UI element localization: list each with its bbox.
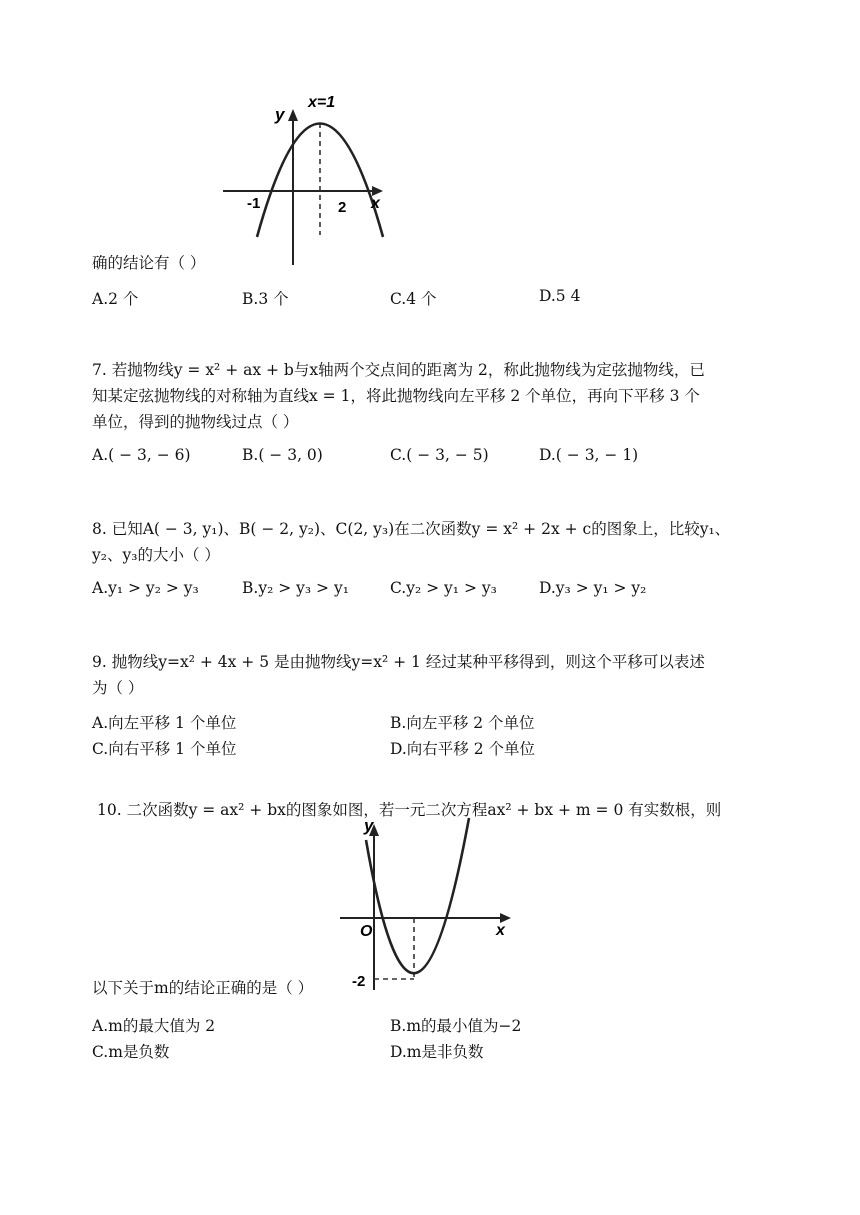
fig1-tick-2: 2 — [338, 199, 347, 216]
q9-option-c: C.向右平移 1 个单位 — [92, 740, 237, 758]
q7-line3: 单位，得到的抛物线过点（ ） — [92, 413, 299, 431]
q7-line2: 知某定弦抛物线的对称轴为直线x = 1，将此抛物线向左平移 2 个单位，再向下平移 3 个 — [92, 387, 700, 405]
q10-line1: 10. 二次函数y = ax² + bx的图象如图，若一元二次方程ax² + bx + m = 0 有实数根，则 — [97, 801, 722, 819]
q9-line2: 为（ ） — [92, 679, 144, 697]
q6-stem: 确的结论有（ ） — [92, 254, 206, 272]
q7-option-c: C.( − 3, − 5) — [390, 446, 489, 464]
q6-option-c: C.4 个 — [390, 290, 437, 308]
q9-line1: 9. 抛物线y=x² + 4x + 5 是由抛物线y=x² + 1 经过某种平移得到，则这个平移可以表述 — [92, 653, 705, 671]
q6-option-d: D.5 4 — [539, 287, 581, 305]
q7-option-b: B.( − 3, 0) — [242, 446, 323, 464]
q6-option-a: A.2 个 — [92, 290, 139, 308]
q10-option-a: A.m的最大值为 2 — [92, 1017, 216, 1035]
q10-line2: 以下关于m的结论正确的是（ ） — [92, 979, 314, 997]
q8-line2: y₂、y₃的大小（ ） — [92, 546, 220, 564]
q6-option-b: B.3 个 — [242, 290, 289, 308]
fig1-sym-label: x=1 — [308, 94, 336, 111]
q9-option-d: D.向右平移 2 个单位 — [390, 740, 536, 758]
q10-option-b: B.m的最小值为−2 — [390, 1017, 522, 1035]
q8-option-d: D.y₃ > y₁ > y₂ — [539, 579, 647, 597]
fig2-tick-neg2: -2 — [352, 973, 366, 990]
q9-option-b: B.向左平移 2 个单位 — [390, 714, 535, 732]
q9-option-a: A.向左平移 1 个单位 — [92, 714, 237, 732]
fig2-x-label: x — [496, 922, 505, 939]
q10-option-d: D.m是非负数 — [390, 1043, 484, 1061]
fig1-tick-neg1: -1 — [247, 195, 261, 212]
fig2-y-label: y — [364, 816, 374, 835]
q7-option-d: D.( − 3, − 1) — [539, 446, 639, 464]
q8-option-c: C.y₂ > y₁ > y₃ — [390, 579, 497, 597]
figure-parabola-up — [330, 812, 520, 992]
q7-line1: 7. 若抛物线y = x² + ax + b与x轴两个交点间的距离为 2，称此抛物线为定弦抛物线，已 — [92, 361, 705, 379]
figure-parabola-down — [215, 85, 395, 275]
q8-option-a: A.y₁ > y₂ > y₃ — [92, 579, 199, 597]
fig1-x-label: x — [371, 195, 380, 212]
q10-option-c: C.m是负数 — [92, 1043, 170, 1061]
q7-option-a: A.( − 3, − 6) — [92, 446, 191, 464]
q8-option-b: B.y₂ > y₃ > y₁ — [242, 579, 349, 597]
q8-line1: 8. 已知A( − 3, y₁)、B( − 2, y₂)、C(2, y₃)在二次函数y = x² + 2x + c的图象上，比较y₁、 — [92, 520, 731, 538]
fig1-y-label: y — [275, 105, 285, 124]
fig2-origin: O — [360, 923, 373, 940]
